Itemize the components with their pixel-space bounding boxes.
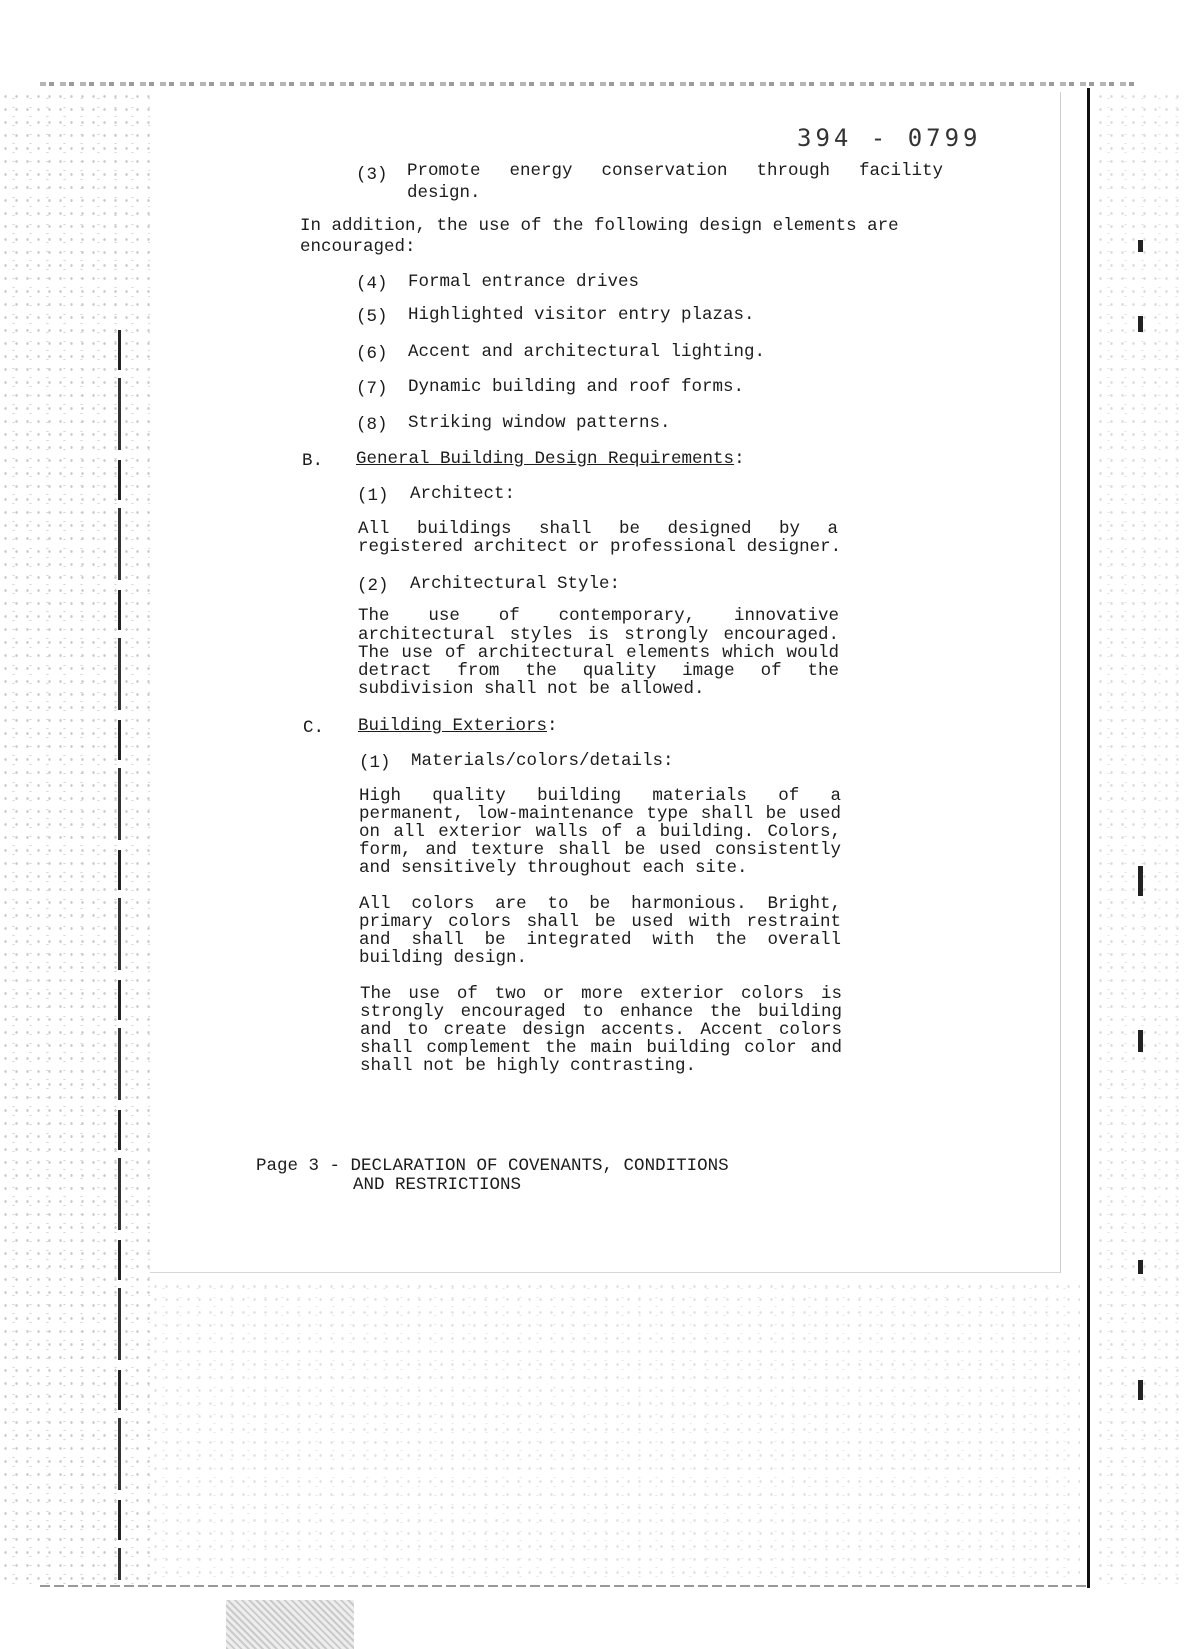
item-3-line-2: design.: [407, 183, 481, 203]
materials-p2-line-2: primary colors shall be used with restraint: [359, 912, 841, 932]
section-c-sub1-title: Materials/colors/details:: [411, 751, 674, 771]
style-line-3: The use of architectural elements which would: [358, 643, 839, 663]
materials-p1-line-1: High quality building materials of a: [359, 786, 841, 806]
materials-p1-line-3: on all exterior walls of a building. Colors,: [359, 822, 841, 842]
item-4-number: (4): [356, 274, 388, 294]
item-6-number: (6): [356, 344, 388, 364]
style-line-5: subdivision shall not be allowed.: [358, 679, 705, 699]
intro-line-2: encouraged:: [300, 237, 416, 257]
section-b-heading: General Building Design Requirements: [356, 449, 735, 469]
document-number: 394 - 0799: [797, 124, 982, 152]
materials-p1-line-4: form, and texture shall be used consistently: [359, 840, 841, 860]
section-c-sub1-number: (1): [359, 753, 391, 773]
section-b-sub2-number: (2): [357, 576, 389, 596]
materials-p2-line-4: building design.: [359, 948, 528, 968]
item-5-number: (5): [356, 307, 388, 327]
section-b-sub1-title: Architect:: [410, 484, 516, 504]
item-7-text: Dynamic building and roof forms.: [408, 377, 745, 397]
materials-p2-line-1: All colors are to be harmonious. Bright,: [359, 894, 841, 914]
materials-p3-line-2: strongly encouraged to enhance the building: [360, 1002, 842, 1022]
section-b-heading-wrap: [356, 450, 745, 468]
section-b-colon: :: [734, 449, 745, 469]
item-7-number: (7): [356, 379, 388, 399]
materials-p2-line-3: and shall be integrated with the overall: [359, 930, 841, 950]
section-c-heading: Building Exteriors: [358, 716, 548, 736]
materials-p1-line-5: and sensitively throughout each site.: [359, 858, 748, 878]
section-b-sub1-number: (1): [357, 486, 389, 506]
scan-edge-right: [1087, 88, 1090, 1588]
materials-p1-line-2: permanent, low-maintenance type shall be used: [359, 804, 841, 824]
scan-noise-bottom: [150, 1280, 1080, 1580]
materials-p3-line-4: shall complement the main building color and: [360, 1038, 842, 1058]
footer-line-1: Page 3 - DECLARATION OF COVENANTS, CONDITIONS: [256, 1156, 729, 1176]
materials-p3-line-3: and to create design accents. Accent colors: [360, 1020, 842, 1040]
item-4-text: Formal entrance drives: [408, 272, 640, 292]
style-line-4: detract from the quality image of the: [358, 661, 839, 681]
scan-noise-left: [0, 90, 150, 1590]
item-8-number: (8): [356, 415, 388, 435]
architect-line-1: All buildings shall be designed by a: [358, 519, 838, 539]
architect-line-2: registered architect or professional designer.: [358, 537, 842, 557]
materials-p3-line-1: The use of two or more exterior colors is: [360, 984, 842, 1004]
item-6-text: Accent and architectural lighting.: [408, 342, 766, 362]
intro-line-1: In addition, the use of the following design elements are: [300, 216, 899, 236]
style-line-2: architectural styles is strongly encouraged.: [358, 625, 839, 645]
scan-edge-top: [40, 82, 1140, 86]
materials-p3-line-5: shall not be highly contrasting.: [360, 1056, 697, 1076]
item-5-text: Highlighted visitor entry plazas.: [408, 305, 755, 325]
section-c-heading-wrap: [358, 717, 558, 735]
footer-line-2: AND RESTRICTIONS: [353, 1175, 522, 1195]
item-3-number: (3): [356, 165, 388, 185]
section-b-sub2-title: Architectural Style:: [410, 574, 621, 594]
section-c-colon: :: [547, 716, 558, 736]
style-line-1: The use of contemporary, innovative: [358, 606, 839, 626]
section-b-letter: B.: [302, 451, 324, 471]
item-8-text: Striking window patterns.: [408, 413, 671, 433]
section-c-letter: C.: [303, 718, 325, 738]
scan-smudge: [226, 1600, 354, 1649]
item-3-line-1: Promote energy conservation through facility: [407, 161, 943, 181]
scan-noise-right: [1095, 90, 1185, 1590]
scan-edge-bottom: [40, 1585, 1090, 1587]
